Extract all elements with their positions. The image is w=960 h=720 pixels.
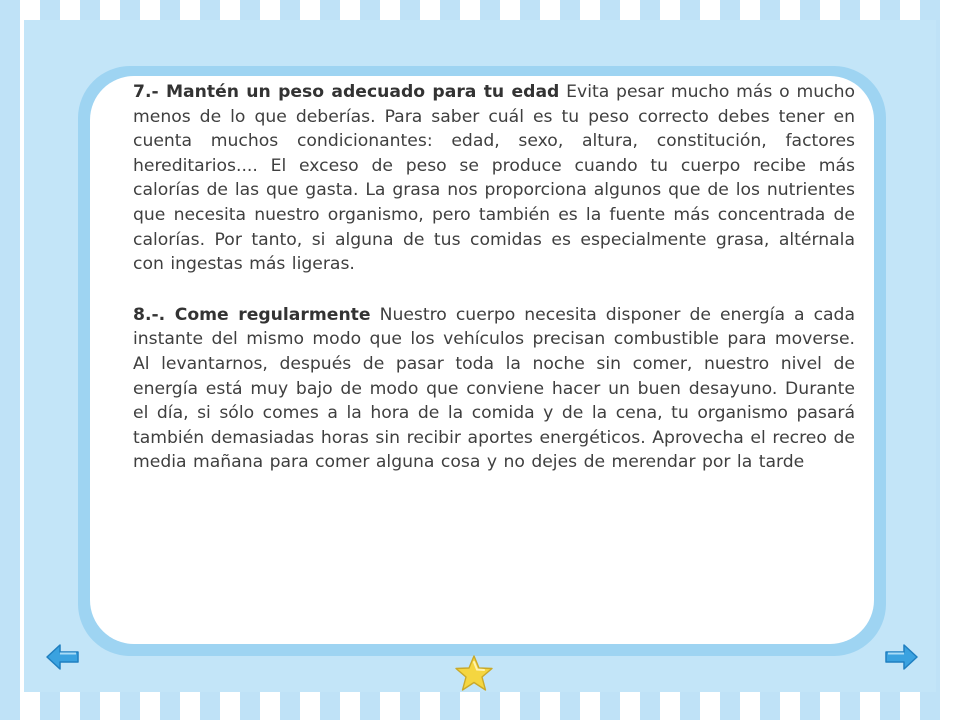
slide-text	[133, 80, 855, 475]
star-icon	[454, 654, 494, 692]
bottom-stripe-border	[0, 692, 960, 720]
next-slide-button[interactable]	[882, 642, 920, 672]
section-8-body: Nuestro cuerpo necesita disponer de energía a cada instante del mismo modo que los vehículos precisan combustible para moverse. Al levantarnos, después de pasar toda la noche sin comer, nuestro nivel de energía está muy bajo de modo que conviene hacer un buen desayuno. Durante el día, si sólo comes a la hora de la comida y de la cena, tu organismo pasará también demasiadas horas sin recibir aportes energéticos. Aprovecha el recreo de media mañana para comer alguna cosa y no dejes de merendar por la tarde	[133, 304, 855, 473]
arrow-right-icon	[882, 642, 920, 672]
section-8	[133, 303, 855, 475]
section-7	[133, 80, 855, 277]
section-7-heading: 7.- Mantén un peso adecuado para tu edad	[133, 82, 560, 102]
section-8-heading: 8.-. Come regularmente	[133, 304, 371, 325]
previous-slide-button[interactable]	[44, 642, 82, 672]
section-7-body: Evita pesar mucho más o mucho menos de lo que deberías. Para saber cuál es tu peso correcto debes tener en cuenta muchos condicionantes: edad, sexo, altura, constitución, factores hereditarios.... El exceso de peso se produce cuando tu cuerpo recibe más calorías de las que gasta. La grasa nos proporciona algunos que de los nutrientes que necesita nuestro organismo, pero también es la fuente más concentrada de calorías. Por tanto, si alguna de tus comidas es especialmente grasa, altérnala con ingestas más ligeras.	[133, 82, 855, 275]
home-star-button[interactable]	[454, 654, 494, 692]
arrow-left-icon	[44, 642, 82, 672]
